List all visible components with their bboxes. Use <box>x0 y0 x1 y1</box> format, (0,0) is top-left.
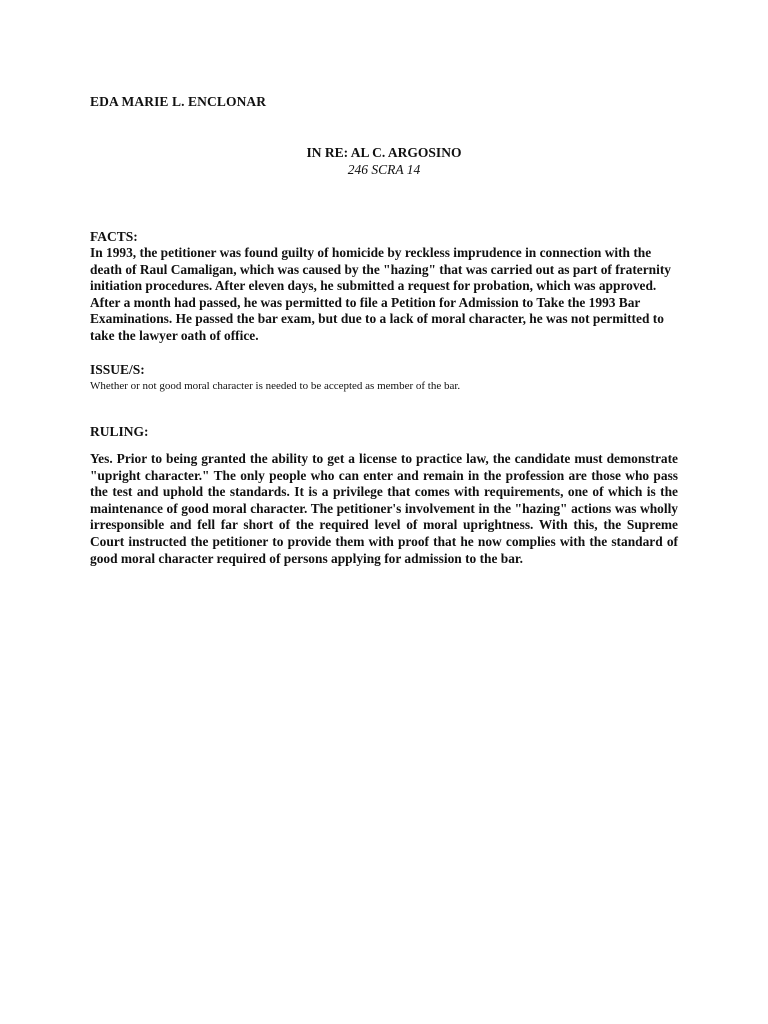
ruling-text: Yes. Prior to being granted the ability to get a license to practice law, the candidate must demonstrate "upright character." The only people who can enter and remain in the profession are those who pass the test and uphold the standards. It is a privilege that comes with requirements, one of which is the maintenance of good moral character. The petitioner's involvement in the "hazing" actions was wholly irresponsible and fell far short of the required level of moral uprightness. With this, the Supreme Court instructed the petitioner to provide them with proof that he now complies with the standard of good moral character required of persons applying for admission to the bar. <box>90 451 678 566</box>
issue-heading: ISSUE/S: <box>90 362 145 377</box>
ruling-heading: RULING: <box>90 424 149 439</box>
ruling-section <box>90 423 678 440</box>
case-name: IN RE: AL C. ARGOSINO <box>306 145 462 160</box>
facts-section <box>90 228 678 345</box>
case-citation: 246 SCRA 14 <box>347 162 421 177</box>
ruling-body <box>90 451 678 567</box>
facts-text: In 1993, the petitioner was found guilty of homicide by reckless imprudence in connection with the death of Raul Camaligan, which was caused by the "hazing" that was carried out as part of fraternity initiation procedures. After eleven days, he submitted a request for probation, which was approved. After a month had passed, he was permitted to file a Petition for Admission to Take the 1993 Bar Examinations. He passed the bar exam, but due to a lack of moral character, he was not permitted to take the lawyer oath of office. <box>90 245 671 343</box>
issue-text: Whether or not good moral character is needed to be accepted as member of the bar. <box>90 380 461 392</box>
facts-heading: FACTS: <box>90 229 138 244</box>
issue-section <box>90 361 678 393</box>
author-name: EDA MARIE L. ENCLONAR <box>90 94 267 109</box>
case-title-block <box>90 144 678 178</box>
